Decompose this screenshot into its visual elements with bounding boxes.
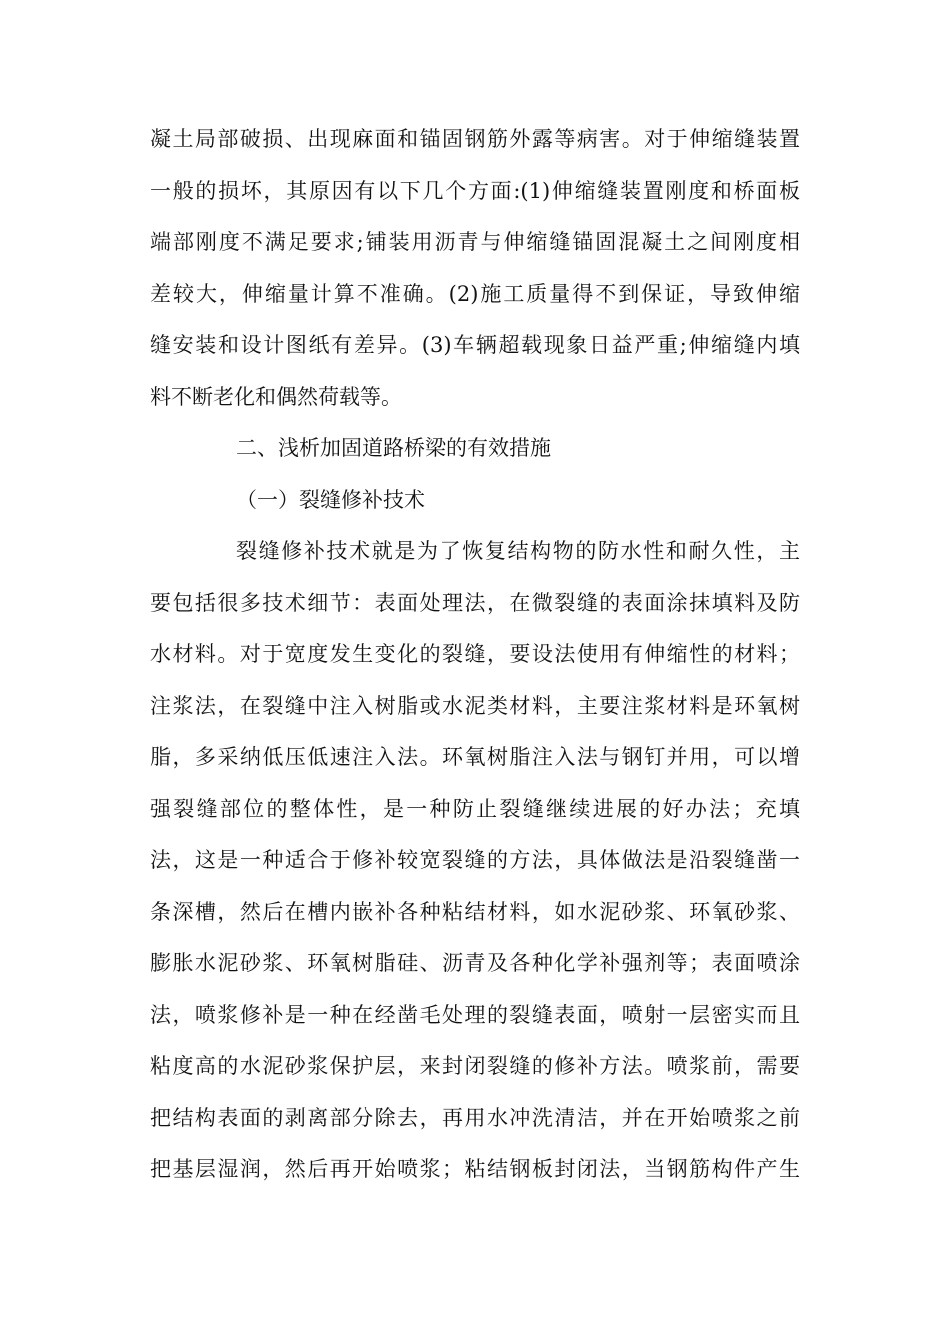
- text-line: 粘度高的水泥砂浆保护层，来封闭裂缝的修补方法。喷浆前，需要: [150, 1054, 800, 1078]
- text-line: 缝安装和设计图纸有差异。(3)车辆超载现象日益严重;伸缩缝内填: [150, 333, 800, 357]
- text-line: 膨胀水泥砂浆、环氧树脂硅、沥青及各种化学补强剂等；表面喷涂: [150, 951, 800, 975]
- text-line: 强裂缝部位的整体性，是一种防止裂缝继续进展的好办法；充填: [150, 796, 800, 821]
- subsection-heading: （一）裂缝修补技术: [236, 487, 425, 512]
- text-line: 把基层湿润，然后再开始喷浆；粘结钢板封闭法，当钢筋构件产生: [150, 1157, 800, 1181]
- text-line: 法，喷浆修补是一种在经凿毛处理的裂缝表面，喷射一层密实而且: [150, 1002, 800, 1027]
- text-line: 一般的损坏，其原因有以下几个方面:(1)伸缩缝装置刚度和桥面板: [150, 178, 800, 203]
- text-line: 注浆法，在裂缝中注入树脂或水泥类材料，主要注浆材料是环氧树: [150, 693, 800, 718]
- text-line: 法，这是一种适合于修补较宽裂缝的方法，具体做法是沿裂缝凿一: [150, 848, 800, 872]
- text-line: 要包括很多技术细节：表面处理法，在微裂缝的表面涂抹填料及防: [150, 590, 800, 615]
- section-heading: 二、浅析加固道路桥梁的有效措施: [236, 436, 551, 460]
- text-line: 料不断老化和偶然荷载等。: [150, 384, 402, 409]
- text-line: 把结构表面的剥离部分除去，再用水冲洗清洁，并在开始喷浆之前: [150, 1105, 800, 1130]
- text-line: 水材料。对于宽度发生变化的裂缝，要设法使用有伸缩性的材料；: [150, 642, 800, 666]
- text-line: 凝土局部破损、出现麻面和锚固钢筋外露等病害。对于伸缩缝装置: [150, 127, 800, 151]
- text-line: 差较大，伸缩量计算不准确。(2)施工质量得不到保证，导致伸缩: [150, 281, 800, 306]
- text-line: 条深槽，然后在槽内嵌补各种粘结材料，如水泥砂浆、环氧砂浆、: [150, 899, 800, 924]
- text-line: 端部刚度不满足要求;铺装用沥青与伸缩缝锚固混凝土之间刚度相: [150, 230, 800, 254]
- paragraph-first-line: 裂缝修补技术就是为了恢复结构物的防水性和耐久性，主: [236, 539, 800, 563]
- text-line: 脂，多采纳低压低速注入法。环氧树脂注入法与钢钉并用，可以增: [150, 745, 800, 769]
